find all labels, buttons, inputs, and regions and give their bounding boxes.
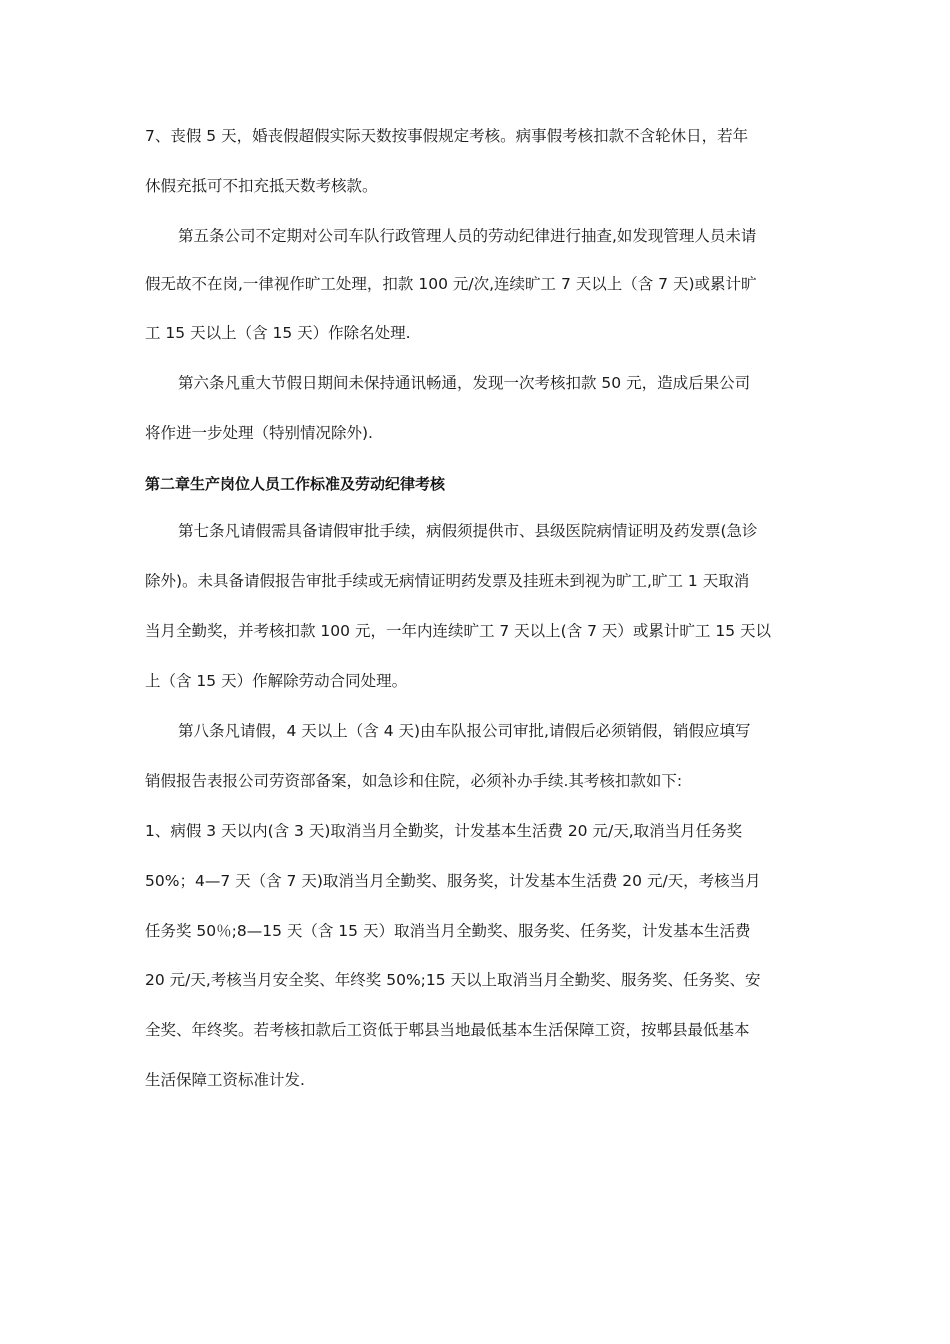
paragraph-line: 任务奖 50％;8—15 天（含 15 天）取消当月全勤奖、服务奖、任务奖，计发基本生活费 (145, 922, 751, 940)
paragraph-line: 假无故不在岗,一律视作旷工处理，扣款 100 元/次,连续旷工 7 天以上（含 7 天)或累计旷 (145, 275, 757, 293)
paragraph-line: 20 元/天,考核当月安全奖、年终奖 50%;15 天以上取消当月全勤奖、服务奖、任务奖、安 (145, 971, 761, 989)
paragraph-line: 第七条凡请假需具备请假审批手续，病假须提供市、县级医院病情证明及药发票(急诊 (178, 522, 758, 540)
paragraph-line: 生活保障工资标准计发. (145, 1071, 305, 1089)
paragraph-line: 休假充抵可不扣充抵天数考核款。 (145, 177, 378, 195)
paragraph-line: 第五条公司不定期对公司车队行政管理人员的劳动纪律进行抽查,如发现管理人员未请 (178, 227, 757, 245)
paragraph-line: 上（含 15 天）作解除劳动合同处理。 (145, 672, 408, 690)
chapter-heading: 第二章生产岗位人员工作标准及劳动纪律考核 (145, 475, 446, 493)
paragraph-line: 除外)。未具备请假报告审批手续或无病情证明药发票及挂班未到视为旷工,旷工 1 天取消 (145, 572, 750, 590)
paragraph-line: 全奖、年终奖。若考核扣款后工资低于郫县当地最低基本生活保障工资，按郫县最低基本 (145, 1021, 750, 1039)
paragraph-line: 当月全勤奖，并考核扣款 100 元，一年内连续旷工 7 天以上(含 7 天）或累计旷工 15 天以 (145, 622, 771, 640)
paragraph-line: 第六条凡重大节假日期间未保持通讯畅通，发现一次考核扣款 50 元，造成后果公司 (178, 374, 751, 392)
paragraph-line: 1、病假 3 天以内(含 3 天)取消当月全勤奖，计发基本生活费 20 元/天,取消当月任务奖 (145, 822, 743, 840)
paragraph-line: 50%；4—7 天（含 7 天)取消当月全勤奖、服务奖，计发基本生活费 20 元/天，考核当月 (145, 872, 761, 890)
paragraph-line: 将作进一步处理（特别情况除外). (145, 424, 373, 442)
paragraph-line: 7、丧假 5 天，婚丧假超假实际天数按事假规定考核。病事假考核扣款不含轮休日，若年 (145, 127, 749, 145)
paragraph-line: 销假报告表报公司劳资部备案，如急诊和住院，必须补办手续.其考核扣款如下: (145, 772, 683, 790)
paragraph-line: 第八条凡请假，4 天以上（含 4 天)由车队报公司审批,请假后必须销假，销假应填写 (178, 722, 751, 740)
paragraph-line: 工 15 天以上（含 15 天）作除名处理. (145, 324, 411, 342)
